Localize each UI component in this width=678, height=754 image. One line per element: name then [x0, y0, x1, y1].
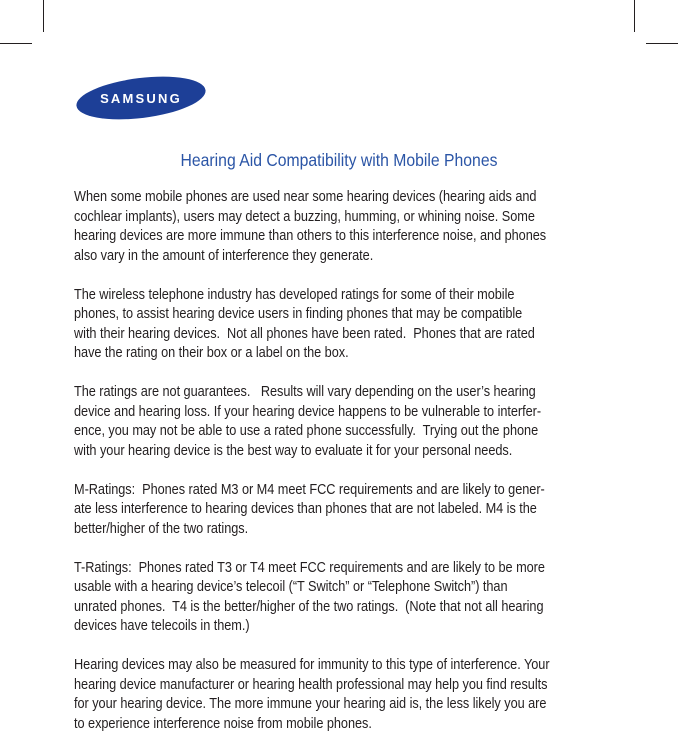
text-line: for your hearing device. The more immune your hearing aid is, the less likely you are — [74, 696, 547, 712]
text-line: devices have telecoils in them.) — [74, 618, 250, 634]
paragraph — [74, 656, 623, 734]
paragraph — [74, 188, 623, 266]
paragraph — [74, 286, 623, 364]
paragraph — [74, 383, 623, 461]
text-line: hearing devices are more immune than others to this interference noise, and phones — [74, 228, 547, 244]
text-line: with your hearing device is the best way to evaluate it for your personal needs. — [74, 442, 513, 459]
crop-mark-right — [646, 43, 678, 44]
text-line: device and hearing loss. If your hearing device happens to be vulnerable to interfer- — [74, 403, 542, 420]
text-line: phones, to assist hearing device users in finding phones that may be compatible — [74, 306, 523, 322]
text-line: T-Ratings: Phones rated T3 or T4 meet FCC requirements and are likely to be more — [74, 559, 545, 576]
text-line: to experience interference noise from mobile phones. — [74, 715, 372, 732]
text-line: unrated phones. T4 is the better/higher of the two ratings. (Note that not all hearing — [74, 598, 544, 615]
document-body — [74, 188, 623, 754]
logo-text: SAMSUNG — [100, 91, 182, 106]
page-title: Hearing Aid Compatibility with Mobile Phones — [180, 150, 498, 170]
text-line: better/higher of the two ratings. — [74, 520, 249, 537]
samsung-logo — [74, 74, 208, 122]
text-line: Hearing devices may also be measured for immunity to this type of interference. Your — [74, 657, 550, 673]
text-line: When some mobile phones are used near some hearing devices (hearing aids and — [74, 189, 537, 205]
text-line: with their hearing devices. Not all phones have been rated. Phones that are rated — [74, 325, 535, 342]
text-line: also vary in the amount of interference they generate. — [74, 247, 374, 264]
text-line: The wireless telephone industry has developed ratings for some of their mobile — [74, 286, 515, 303]
text-line: cochlear implants), users may detect a buzzing, humming, or whining noise. Some — [74, 208, 535, 225]
paragraph — [74, 481, 623, 540]
text-line: usable with a hearing device’s telecoil (“T Switch” or “Telephone Switch”) than — [74, 579, 508, 595]
crop-mark-top-right — [634, 0, 635, 32]
crop-mark-left — [0, 43, 32, 44]
crop-mark-top-left — [43, 0, 44, 32]
text-line: hearing device manufacturer or hearing health professional may help you find results — [74, 676, 548, 693]
text-line: The ratings are not guarantees. Results will vary depending on the user’s hearing — [74, 384, 536, 400]
text-line: M-Ratings: Phones rated M3 or M4 meet FCC requirements and are likely to gener- — [74, 481, 545, 498]
text-line: have the rating on their box or a label on the box. — [74, 345, 349, 361]
text-line: ence, you may not be able to use a rated phone successfully. Trying out the phone — [74, 423, 539, 439]
paragraph — [74, 559, 623, 637]
text-line: ate less interference to hearing devices than phones that are not labeled. M4 is the — [74, 501, 537, 517]
